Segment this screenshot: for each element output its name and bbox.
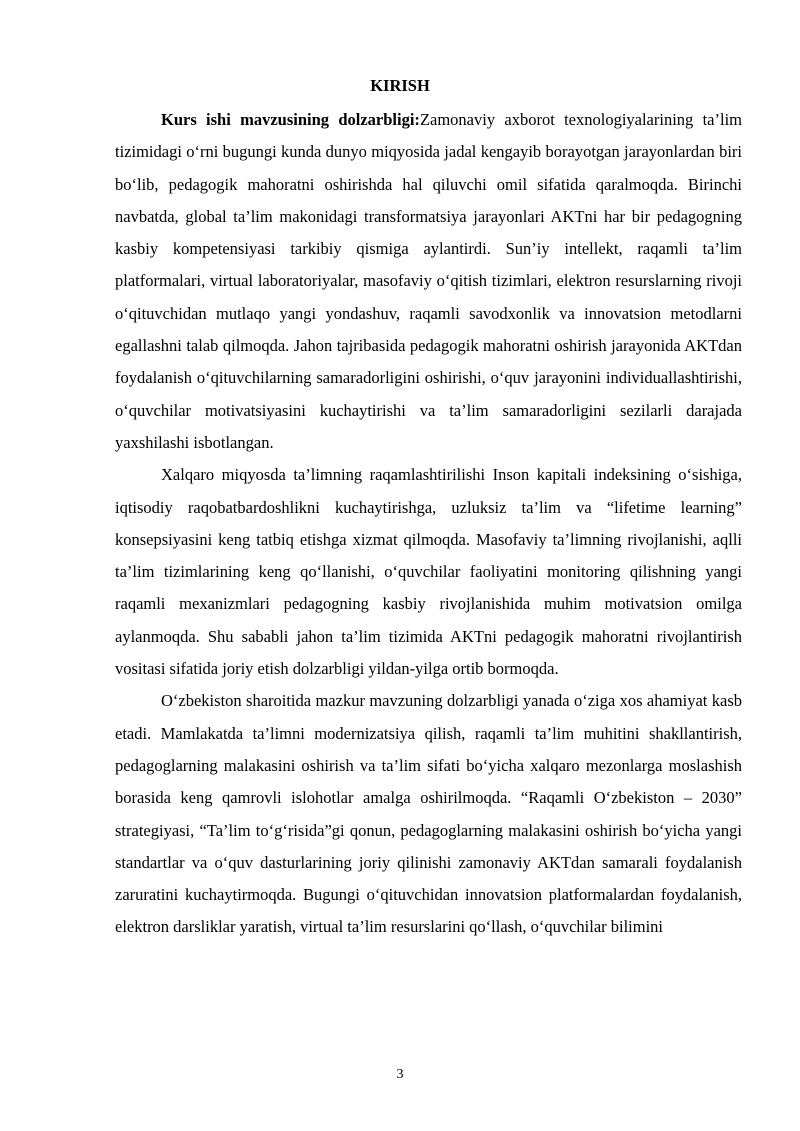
paragraph-uzbekistan: O‘zbekiston sharoitida mazkur mavzuning dolzarbligi yanada o‘ziga xos ahamiyat kasb etadi. Mamlakatda ta’limni modernizatsiya qilish, raqamli ta’lim muhitini shakllantirish, pedagoglarning malakasini oshirish va ta’lim sifati bo‘yicha xalqaro mezonlarga moslashish borasida keng qamrovli islohotlar amalga oshirilmoqda. “Raqamli O‘zbekiston – 2030” strategiyasi, “Ta’lim to‘g‘risida”gi qonun, pedagoglarning malakasini oshirish bo‘yicha yangi standartlar va o‘quv dasturlarining joriy qilinishi zamonaviy AKTdan samarali foydalanish zaruratini kuchaytirmoqda. Bugungi o‘qituvchidan innovatsion platformalardan foydalanish, elektron darsliklar yaratish, virtual ta’lim resurslarini qo‘llash, o‘quvchilar bilimini bbox=[115, 691, 742, 937]
document-body bbox=[115, 104, 742, 944]
page-number: 3 bbox=[396, 1067, 404, 1082]
paragraph-international: Xalqaro miqyosda ta’limning raqamlashtirilishi Inson kapitali indeksining o‘sishiga, iqtisodiy raqobatbardoshlikni kuchaytirishga, uzluksiz ta’lim va “lifetime learning” konsepsiyasini keng tatbiq etishga xizmat qilmoqda. Masofaviy ta’limning rivojlanishi, aqlli ta’lim tizimlarining keng qo‘llanishi, o‘quvchilar faoliyatini monitoring qilishning yangi raqamli mexanizmlari pedagogning kasbiy rivojlanishida muhim motivatsion omilga aylanmoqda. Shu sababli jahon ta’lim tizimida AKTni pedagogik mahoratni rivojlantirish vositasi sifatida joriy etish dolzarbligi yildan-yilga ortib bormoqda. bbox=[115, 465, 742, 679]
paragraph-relevance bbox=[115, 104, 742, 459]
paragraph-text: Zamonaviy axborot texnologiyalarining ta’lim tizimidagi o‘rni bugungi kunda dunyo miqyosida jadal kengayib borayotgan jarayonlardan biri bo‘lib, pedagogik mahoratni oshirishda hal qiluvchi omil sifatida qaralmoqda. Birinchi navbatda, global ta’lim makonidagi transformatsiya jarayonlari AKTni har bir pedagogning kasbiy kompetensiyasi tarkibiy qismiga aylantirdi. Sun’iy intellekt, raqamli ta’lim platformalari, virtual laboratoriyalar, masofaviy o‘qitish tizimlari, elektron resurslarning rivoji o‘qituvchidan mutlaqo yangi yondashuv, raqamli savodxonlik va innovatsion metodlarni egallashni talab qilmoqda. Jahon tajribasida pedagogik mahoratni oshirish jarayonida AKTdan foydalanish o‘qituvchilarning samaradorligini oshirishi, o‘quv jarayonini individuallashtirishi, o‘quvchilar motivatsiyasini kuchaytirishi va ta’lim samaradorligini sezilarli darajada yaxshilashi isbotlangan. bbox=[115, 110, 742, 452]
page-title: KIRISH bbox=[370, 76, 430, 95]
relevance-heading: Kurs ishi mavzusining dolzarbligi: bbox=[161, 110, 420, 129]
